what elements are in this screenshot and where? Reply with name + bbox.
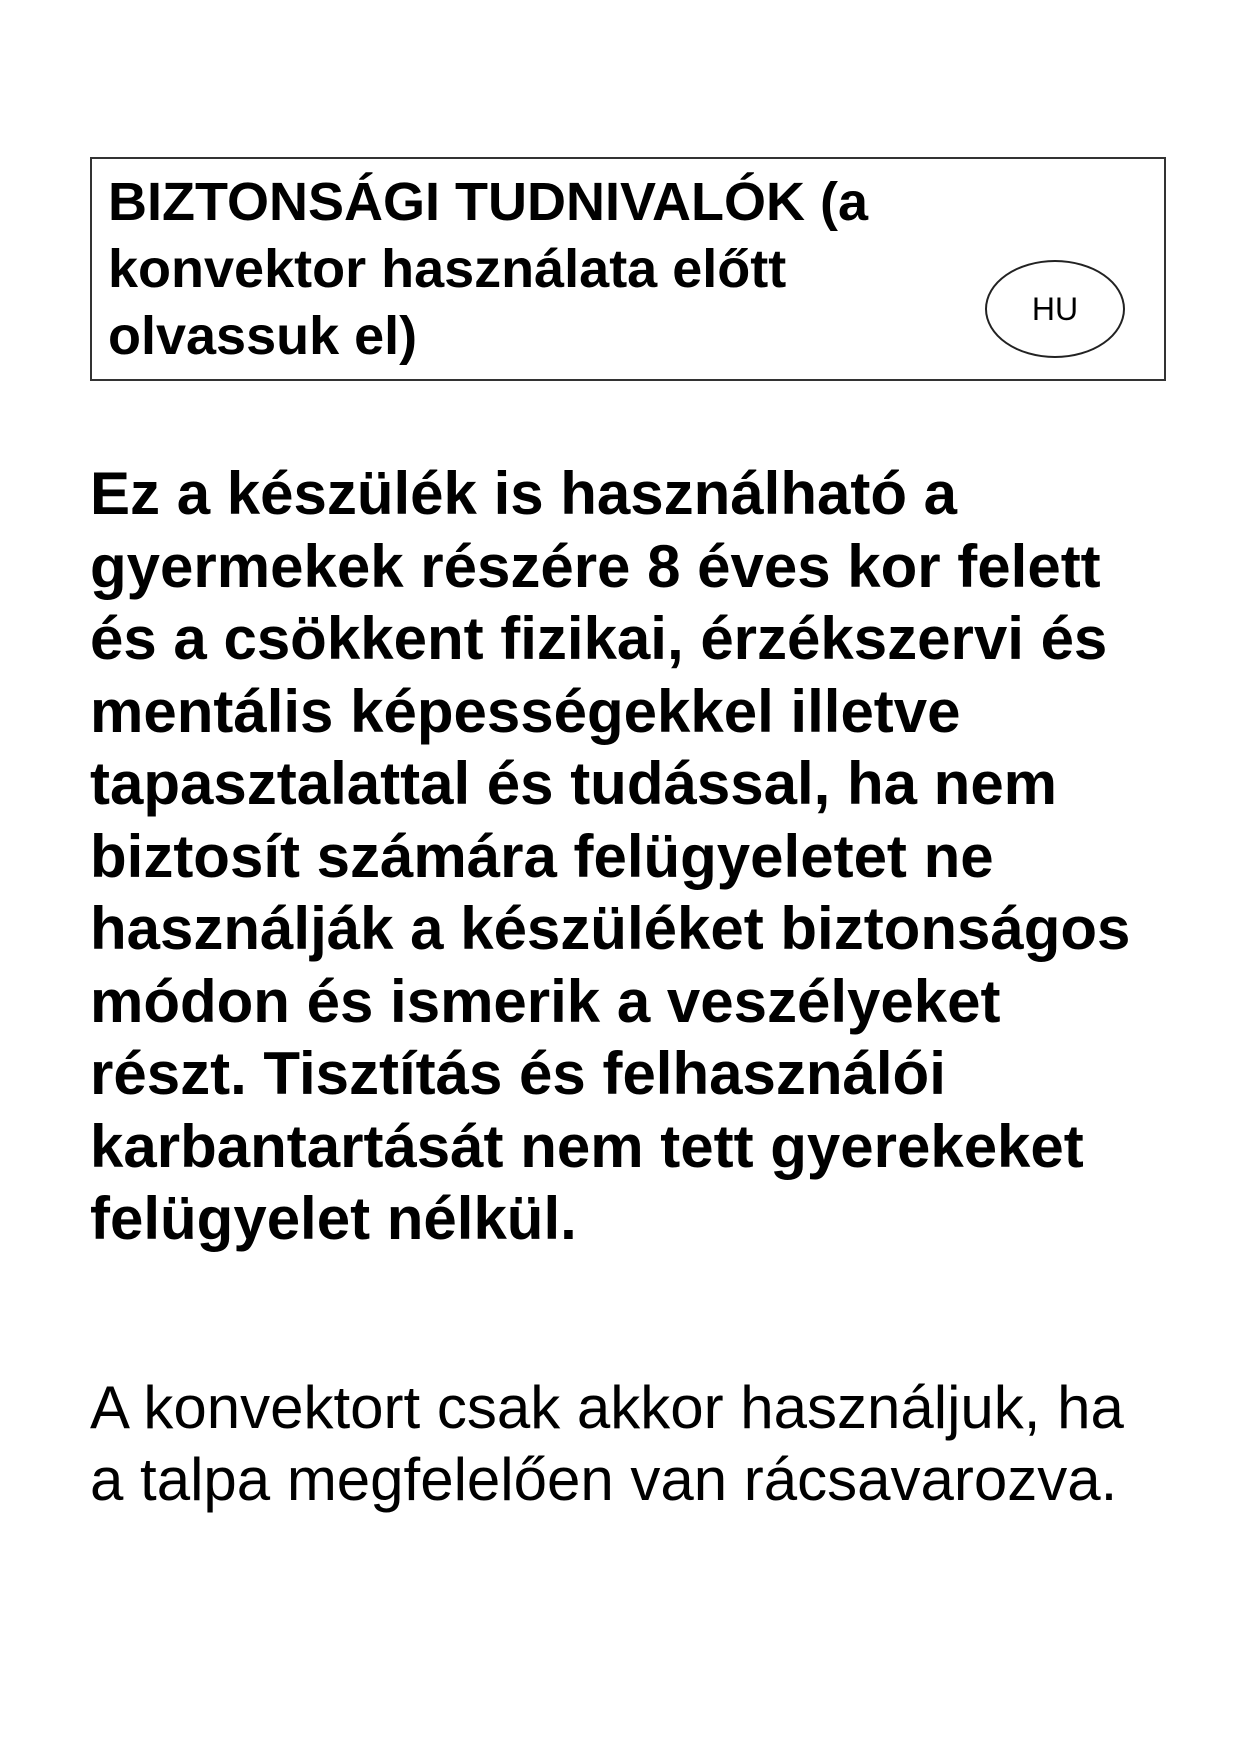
language-badge: HU: [985, 260, 1125, 358]
page-title: BIZTONSÁGI TUDNIVALÓK (a konvektor használata előtt olvassuk el): [108, 172, 869, 366]
usage-instruction: A konvektort csak akkor használjuk, ha a talpa megfelelően van rácsavarozva.: [90, 1374, 1124, 1513]
child-safety-warning: Ez a készülék is használható a gyermekek részére 8 éves kor felett és a csökkent fizikai, érzékszervi és mentális képességekkel illetve tapasztalattal és tudással, ha nem biztosít számára felügyeletet ne használják a készüléket biztonságos módon és ismerik a veszélyeket részt. Tisztítás és felhasználói karbantartását nem tett gyerekeket felügyelet nélkül.: [90, 460, 1131, 1252]
safety-header-box: [90, 157, 1166, 381]
